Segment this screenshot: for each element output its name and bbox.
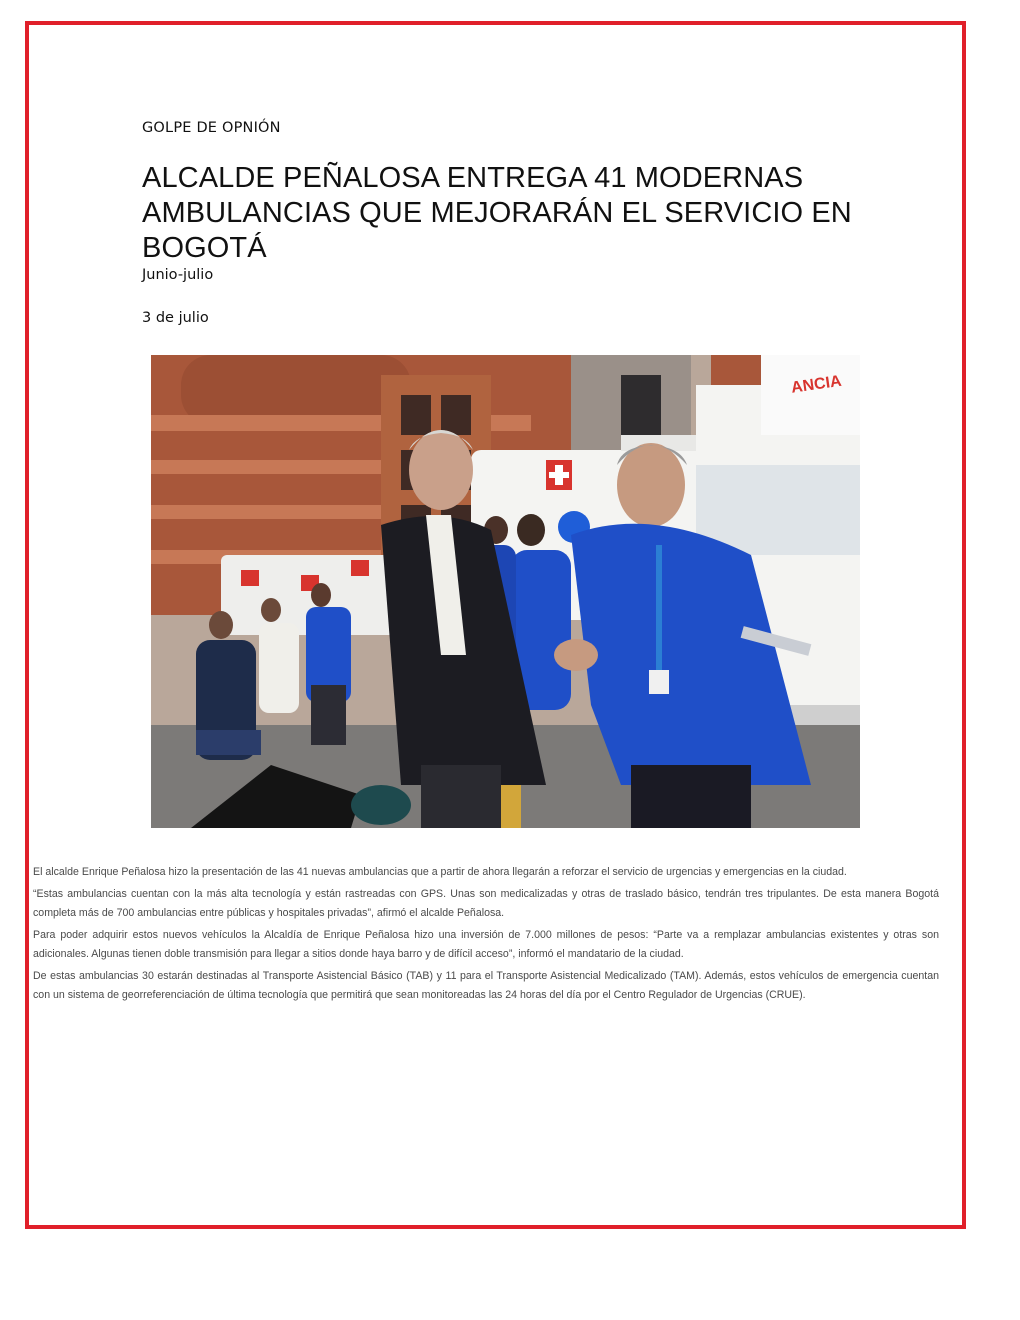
article-paragraph: “Estas ambulancias cuentan con la más alta tecnología y están rastreadas con GPS. Unas son medicalizadas y otras de traslado básico, tendrán tres tripulantes. De esta manera Bogotá completa más de 700 ambulancias entre públicas y hospitales privadas”, afirmó el alcalde Peñalosa. bbox=[33, 888, 939, 919]
ambulance-lettering: ANCIA bbox=[790, 372, 843, 397]
outlet-name: GOLPE DE OPNIÓN bbox=[142, 120, 281, 136]
person-official-head bbox=[617, 443, 685, 527]
article-period: Junio-julio bbox=[142, 267, 214, 283]
article-photo bbox=[151, 355, 860, 828]
article-paragraph: El alcalde Enrique Peñalosa hizo la presentación de las 41 nuevas ambulancias que a partir de ahora llegarán a reforzar el servicio de urgencias y emergencias en la ciudad. bbox=[33, 866, 847, 878]
article-paragraph: De estas ambulancias 30 estarán destinadas al Transporte Asistencial Básico (TAB) y 11 para el Transporte Asistencial Medicalizado (TAM). Además, estos vehículos de emergencia cuentan con un sistema de georreferenciación de última tecnología que permitirá que sean monitoreadas las 24 horas del día por el Centro Regulador de Urgencias (CRUE). bbox=[33, 970, 939, 1001]
article-date: 3 de julio bbox=[142, 310, 209, 326]
article-headline: ALCALDE PEÑALOSA ENTREGA 41 MODERNAS AMBULANCIAS QUE MEJORARÁN EL SERVICIO EN BOGOTÁ bbox=[142, 162, 852, 264]
article-paragraph: Para poder adquirir estos nuevos vehículos la Alcaldía de Enrique Peñalosa hizo una inversión de 7.000 millones de pesos: “Parte va a remplazar ambulancias existentes y otras son adicionales. Algunas tienen doble transmisión para llegar a sitios donde haya barro y de difícil acceso”, informó el mandatario de la ciudad. bbox=[33, 929, 939, 960]
handshake bbox=[554, 639, 598, 671]
article-body bbox=[33, 863, 939, 1008]
photo-illustration bbox=[151, 355, 860, 828]
person-mayor-head bbox=[409, 430, 473, 510]
